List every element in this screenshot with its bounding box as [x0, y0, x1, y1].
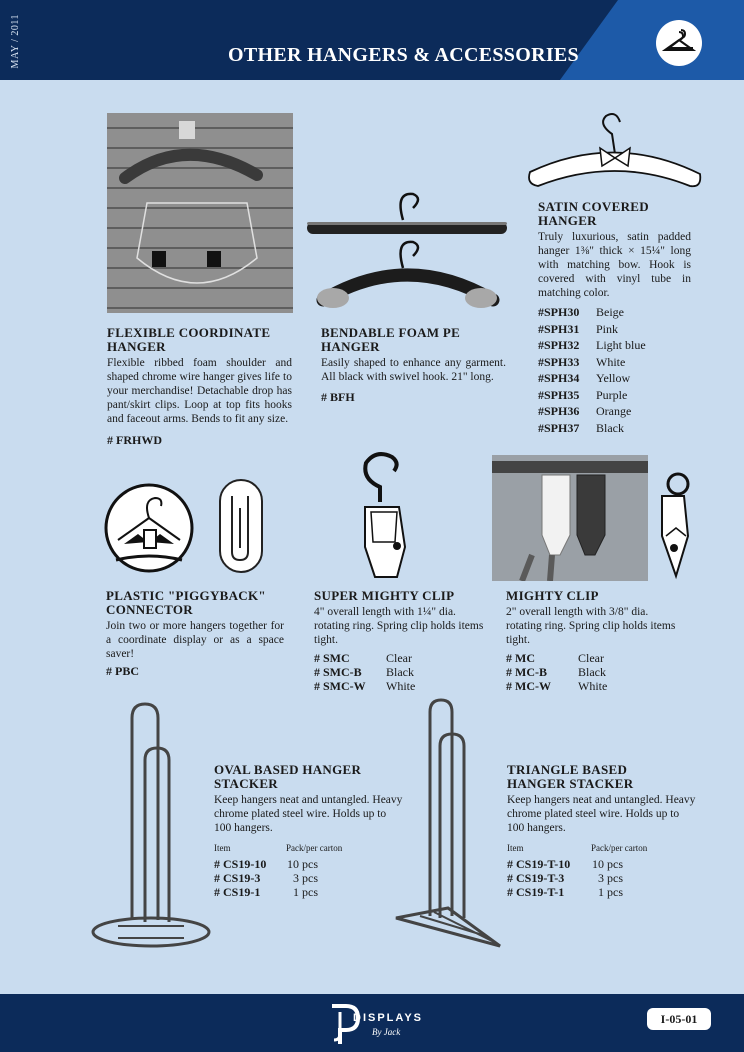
item-code: # CS19-1 [214, 885, 261, 899]
piggyback-usage-drawing [104, 478, 194, 578]
item-color: Purple [596, 387, 628, 402]
item-code: # SMC-W [314, 679, 366, 693]
triangle-stacker-section [507, 763, 697, 899]
item-color: Clear [386, 651, 412, 665]
item-code: # CS19-3 [214, 871, 261, 885]
oval-stacker-drawing [88, 700, 214, 952]
super-mighty-section [314, 589, 489, 693]
col-item-header: Item [214, 843, 231, 853]
flexible-code: # FRHWD [107, 433, 162, 447]
list-item [506, 651, 681, 665]
satin-hanger-drawing [520, 112, 710, 194]
item-code: # MC [506, 651, 535, 665]
list-item [506, 679, 681, 693]
item-color: White [386, 679, 416, 693]
item-code: #SPH35 [538, 387, 580, 402]
piggyback-connector-drawing [218, 478, 264, 574]
item-color: White [596, 354, 626, 369]
item-color: Black [596, 420, 624, 435]
bendable-hanger-section [321, 326, 506, 405]
flexible-title-2: HANGER [107, 339, 166, 354]
flexible-title-1: FLEXIBLE COORDINATE [107, 325, 271, 340]
item-code: #SPH32 [538, 338, 580, 352]
list-item [314, 651, 489, 665]
item-color: Black [386, 665, 414, 679]
table-row [214, 857, 404, 871]
list-item [538, 403, 691, 420]
bendable-title-2: HANGER [321, 339, 380, 354]
item-code: #SPH30 [538, 305, 580, 319]
brand-name: DISPLAYS [353, 1012, 424, 1024]
list-item [538, 387, 691, 404]
item-pack: 3 pcs [598, 871, 623, 885]
col-pack-header: Pack/per carton [591, 843, 648, 853]
mighty-list [506, 651, 681, 693]
super-mighty-clip-drawing [355, 452, 415, 580]
piggyback-section [106, 589, 284, 679]
bendable-code: # BFH [321, 390, 355, 404]
piggyback-desc: Join two or more hangers together for a coordinate display or as a space saver! [106, 620, 284, 660]
col-item-header: Item [507, 843, 524, 853]
list-item [314, 679, 489, 693]
satin-title-1: SATIN COVERED [538, 199, 649, 214]
item-code: # SMC-B [314, 665, 362, 679]
list-item [314, 665, 489, 679]
satin-desc: Truly luxurious, satin padded hanger 1⅜" thick × 15¼" long with matching bow. Hook is covered with vinyl tube in matching color. [538, 231, 691, 299]
table-row [214, 871, 404, 885]
item-color: Clear [578, 651, 604, 665]
triangle-table-header [507, 843, 697, 853]
item-code: # MC-W [506, 679, 551, 693]
triangle-stacker-drawing [390, 696, 506, 952]
table-row [507, 871, 697, 885]
list-item [538, 370, 691, 387]
list-item [538, 321, 691, 338]
item-code: # SMC [314, 651, 350, 665]
brand-sub: By Jack [372, 1027, 401, 1037]
item-code: #SPH31 [538, 321, 580, 336]
list-item [506, 665, 681, 679]
item-color: Pink [596, 321, 619, 336]
list-item [538, 337, 691, 354]
table-row [507, 885, 697, 899]
oval-title-1: OVAL BASED HANGER [214, 762, 362, 777]
item-color: Black [578, 665, 606, 679]
triangle-title-2: HANGER STACKER [507, 776, 634, 791]
item-code: # CS19-T-10 [507, 857, 571, 871]
mighty-clip-photo [492, 455, 648, 581]
col-pack-header: Pack/per carton [286, 843, 343, 853]
item-code: #SPH36 [538, 404, 580, 418]
item-pack: 3 pcs [293, 871, 318, 885]
item-code: #SPH34 [538, 371, 580, 385]
item-code: # MC-B [506, 665, 547, 679]
table-row [507, 857, 697, 871]
item-pack: 1 pcs [293, 885, 318, 899]
list-item [538, 420, 691, 437]
item-pack: 1 pcs [598, 885, 623, 899]
super-mighty-list [314, 651, 489, 693]
item-code: #SPH37 [538, 420, 580, 435]
list-item [538, 354, 691, 371]
item-color: Beige [596, 305, 624, 319]
item-color: Light blue [596, 338, 646, 352]
issue-date: MAY / 2011 [10, 14, 21, 69]
super-mighty-title: SUPER MIGHTY CLIP [314, 588, 455, 603]
item-color: White [578, 679, 608, 693]
page-title: OTHER HANGERS & ACCESSORIES [228, 44, 579, 66]
satin-title-2: HANGER [538, 213, 597, 228]
triangle-list [507, 857, 697, 899]
table-row [214, 885, 404, 899]
item-color: Orange [596, 404, 632, 418]
piggyback-title-1: PLASTIC "PIGGYBACK" [106, 588, 266, 603]
triangle-title-1: TRIANGLE BASED [507, 762, 628, 777]
oval-stacker-section [214, 763, 404, 899]
item-pack: 10 pcs [287, 857, 318, 871]
hanger-icon [662, 28, 696, 58]
list-item [538, 304, 691, 321]
item-code: # CS19-T-1 [507, 885, 565, 899]
mighty-desc: 2" overall length with 3/8" dia. rotating ring. Spring clip holds items tight. [506, 606, 676, 646]
oval-table-header [214, 843, 404, 853]
oval-title-2: STACKER [214, 776, 278, 791]
page-number: I-05-01 [647, 1008, 711, 1030]
piggyback-code: # PBC [106, 664, 139, 678]
flexible-hanger-photo [107, 113, 293, 313]
flexible-desc: Flexible ribbed foam shoulder and shaped chrome wire hanger gives life to your merchandise! Detachable drop has pant/skirt clips. Loop at top fits hooks and faceout arms. Bends to fit any size. [107, 357, 292, 425]
bendable-title-1: BENDABLE FOAM PE [321, 325, 461, 340]
item-color: Yellow [596, 371, 631, 385]
mighty-clip-section [506, 589, 681, 693]
item-pack: 10 pcs [592, 857, 623, 871]
satin-hanger-section [538, 200, 691, 436]
item-code: # CS19-T-3 [507, 871, 565, 885]
mighty-title: MIGHTY CLIP [506, 588, 599, 603]
super-mighty-desc: 4" overall length with 1¼" dia. rotating ring. Spring clip holds items tight. [314, 606, 484, 646]
mighty-clip-drawing [652, 470, 696, 580]
triangle-desc: Keep hangers neat and untangled. Heavy chrome plated steel wire. Holds up to 100 hangers. [507, 794, 696, 834]
oval-desc: Keep hangers neat and untangled. Heavy chrome plated steel wire. Holds up to 100 hangers. [214, 794, 403, 834]
header-accent-slant [560, 0, 618, 80]
hanger-badge [656, 20, 702, 66]
item-code: #SPH33 [538, 354, 580, 369]
flexible-hanger-section [107, 326, 292, 448]
piggyback-title-2: CONNECTOR [106, 602, 193, 617]
satin-list [538, 304, 691, 436]
item-code: # CS19-10 [214, 857, 267, 871]
bendable-desc: Easily shaped to enhance any garment. All black with swivel hook. 21" long. [321, 357, 506, 383]
bendable-hanger-photo [303, 190, 513, 310]
oval-list [214, 857, 404, 899]
